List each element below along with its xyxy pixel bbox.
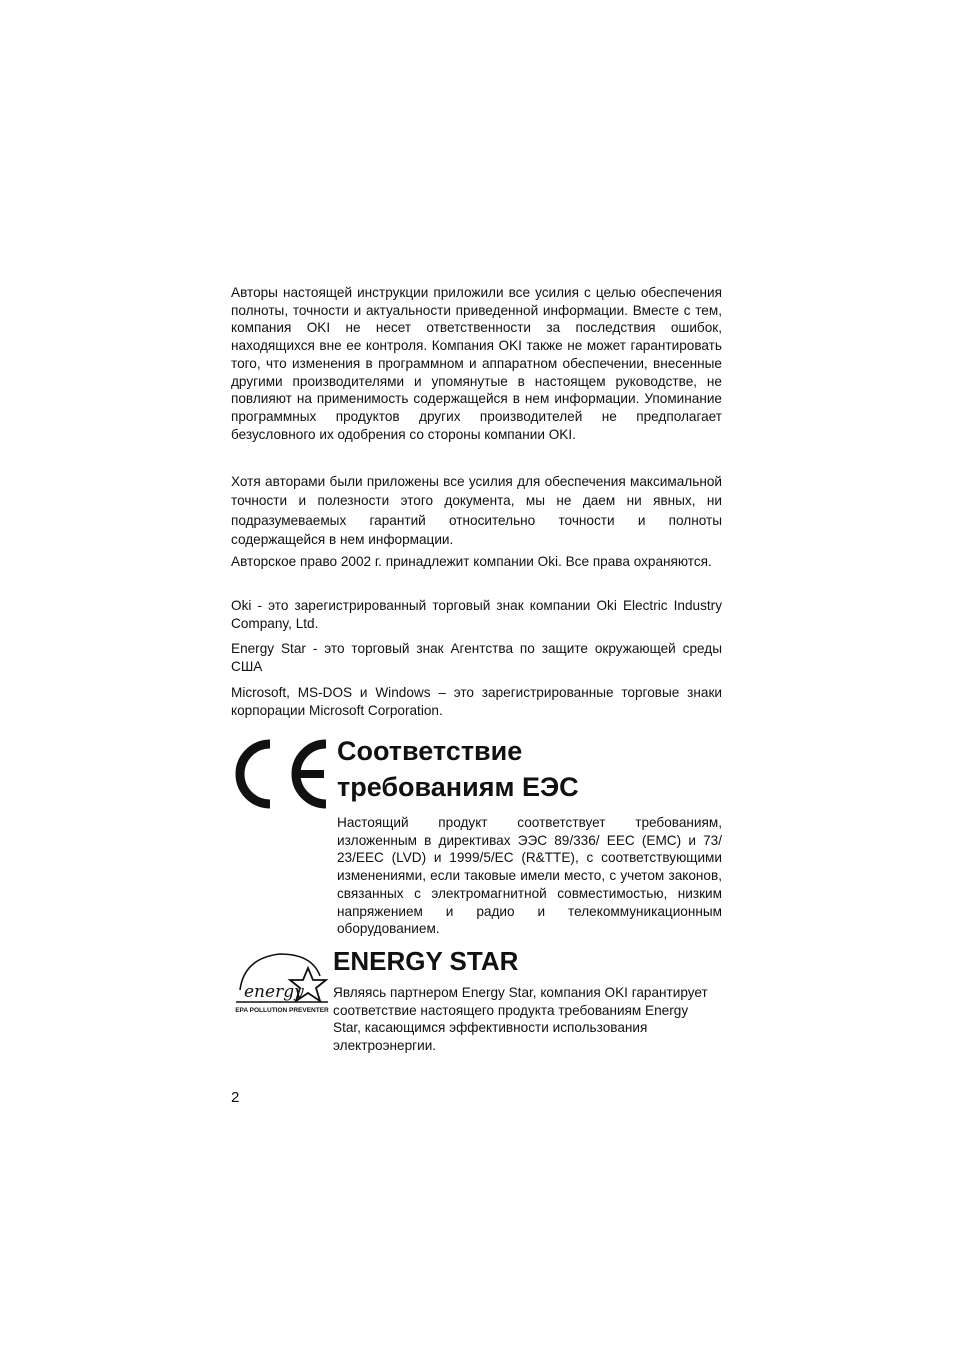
energy-section-title: ENERGY STAR: [333, 946, 519, 976]
disclaimer-paragraph-1: Авторы настоящей инструкции приложили все усилия с целью обеспечения полноты, точности и актуальности приведенной информации. Вместе с тем, компания OKI не несет ответственности за последствия ошибок, находящихся вне ее контроля. Компания OKI также не может гарантировать того, что изменения в программном и аппаратном обеспечении, внесенные другими производителями и упомянутые в настоящем руководстве, не повлияют на применимость содержащейся в нем информации. Упоминание программных продуктов других производителей не предполагает безусловного их одобрения со стороны компании OKI.: [231, 285, 722, 442]
copyright-notice: Авторское право 2002 г. принадлежит компании Oki. Все права охраняются.: [231, 554, 712, 569]
ce-section-body: Настоящий продукт соответствует требованиям, изложенным в директивах ЭЭС 89/336/ EEC (EMC) и 73/ 23/EEC (LVD) и 1999/5/EC (R&TTE), с соответствующими изменениями, если таковые имели место, с учетом законов, связанных с электромагнитной совместимостью, низким напряжением и радио и телекоммуникационным оборудованием.: [337, 815, 722, 937]
disclaimer-paragraph-2: Хотя авторами были приложены все усилия для обеспечения максимальной точности и полезности этого документа, мы не даем ни явных, ни подразумеваемых гарантий относительно точности и полноты содержащейся в нем информации.: [231, 474, 722, 547]
energy-section-body: Являясь партнером Energy Star, компания OKI гарантирует соответствие настоящего продукта требованиям Energy Star, касающимся эффективности использования электроэнергии.: [333, 985, 708, 1054]
page-number: 2: [231, 1089, 240, 1106]
energy-star-logo-icon: [234, 950, 330, 1023]
ce-mark-icon: [234, 738, 330, 815]
ce-section-title: [337, 733, 579, 805]
energy-logo-script: energy: [244, 982, 304, 1002]
trademark-energy-star: Energy Star - это торговый знак Агентства по защите окружающей среды США: [231, 641, 722, 674]
trademark-microsoft: Microsoft, MS-DOS и Windows – это зарегистрированные торговые знаки корпорации Microsoft Corporation.: [231, 685, 722, 718]
trademark-oki: Oki - это зарегистрированный торговый знак компании Oki Electric Industry Company, Ltd.: [231, 598, 722, 631]
ce-title-line-2: требованиям ЕЭС: [337, 772, 579, 802]
energy-logo-caption: EPA POLLUTION PREVENTER: [235, 1007, 329, 1014]
ce-title-line-1: Соответствие: [337, 736, 523, 766]
